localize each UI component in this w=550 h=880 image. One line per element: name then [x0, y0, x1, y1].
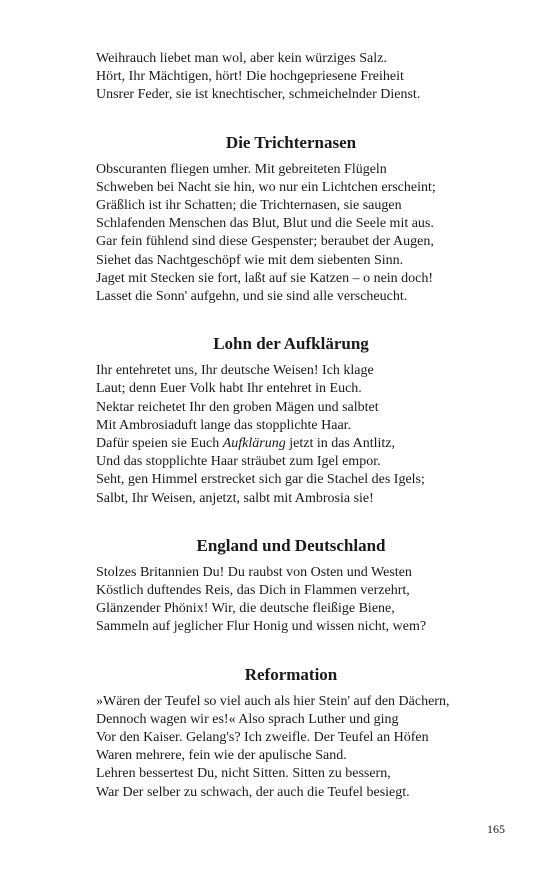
- section-title: Reformation: [244, 664, 338, 684]
- page-body: [96, 50, 486, 802]
- section-reformation: [96, 664, 486, 802]
- poem-line: Schlafenden Menschen das Blut, Blut und die Seele mit aus.: [96, 216, 434, 232]
- page-number: 165: [487, 822, 505, 836]
- poem-line: Vor den Kaiser. Gelang's? Ich zweifle. Der Teufel an Höfen: [96, 730, 429, 746]
- poem-line: Seht, gen Himmel erstrecket sich gar die Stachel des Igels;: [96, 472, 425, 488]
- poem-line: Waren mehrere, fein wie der apulische Sand.: [96, 748, 347, 764]
- section-trichternasen: [96, 132, 486, 307]
- poem-line: Gräßlich ist ihr Schatten; die Trichternasen, sie saugen: [96, 198, 402, 214]
- poem-line: Obscuranten fliegen umher. Mit gebreiteten Flügeln: [96, 161, 387, 177]
- poem-line: Und das stopplichte Haar sträubet zum Igel empor.: [96, 454, 381, 470]
- poem-line: Nektar reichetet Ihr den groben Mägen und salbtet: [96, 399, 379, 415]
- poem-line: »Wären der Teufel so viel auch als hier Stein' auf den Dächern,: [96, 693, 450, 709]
- poem-line: Schweben bei Nacht sie hin, wo nur ein Lichtchen erscheint;: [96, 179, 436, 195]
- section-lohn-der-aufklaerung: [96, 333, 486, 508]
- poem-line: Lasset die Sonn' aufgehn, und sie sind alle verscheucht.: [96, 289, 408, 305]
- poem-line: Mit Ambrosiaduft lange das stopplichte Haar.: [96, 417, 352, 433]
- poem-line: Köstlich duftendes Reis, das Dich in Flammen verzehrt,: [96, 583, 410, 599]
- poem-line: Hört, Ihr Mächtigen, hört! Die hochgepriesene Freiheit: [96, 69, 404, 85]
- section-title: Lohn der Aufklärung: [213, 334, 369, 354]
- poem-line: Gar fein fühlend sind diese Gespenster; beraubet der Augen,: [96, 234, 434, 250]
- poem-line: Unsrer Feder, sie ist knechtischer, schmeichelnder Dienst.: [96, 87, 421, 103]
- poem-line: Ihr entehretet uns, Ihr deutsche Weisen! Ich klage: [96, 363, 374, 379]
- poem-line: Salbt, Ihr Weisen, anjetzt, salbt mit Ambrosia sie!: [96, 490, 374, 506]
- poem-line: Dennoch wagen wir es!« Also sprach Luther und ging: [96, 711, 399, 727]
- poem-line: Lehren bessertest Du, nicht Sitten. Sitten zu bessern,: [96, 766, 391, 782]
- section-title: England und Deutschland: [196, 535, 386, 555]
- poem-line: Jaget mit Stecken sie fort, laßt auf sie Katzen – o nein doch!: [96, 270, 434, 286]
- poem-line: Stolzes Britannien Du! Du raubst von Osten und Westen: [96, 564, 412, 580]
- poem-line: War Der selber zu schwach, der auch die Teufel besiegt.: [96, 784, 410, 800]
- section-title: Die Trichternasen: [225, 132, 357, 152]
- poem-line: Glänzender Phönix! Wir, die deutsche fleißige Biene,: [96, 601, 395, 617]
- poem-line: Siehet das Nachtgeschöpf wie mit dem siebenten Sinn.: [96, 252, 404, 268]
- poem-line: Dafür speien sie Euch Aufklärung jetzt in das Antlitz,: [96, 436, 395, 452]
- poem-line: Laut; denn Euer Volk habt Ihr entehret in Euch.: [96, 381, 362, 397]
- italic-phrase: Aufklärung: [222, 436, 286, 452]
- poem-line: Weihrauch liebet man wol, aber kein würziges Salz.: [96, 51, 387, 66]
- section-england-und-deutschland: [96, 535, 486, 637]
- poem-line: Sammeln auf jeglicher Flur Honig und wissen nicht, wem?: [96, 619, 427, 635]
- intro-stanza: [96, 50, 486, 105]
